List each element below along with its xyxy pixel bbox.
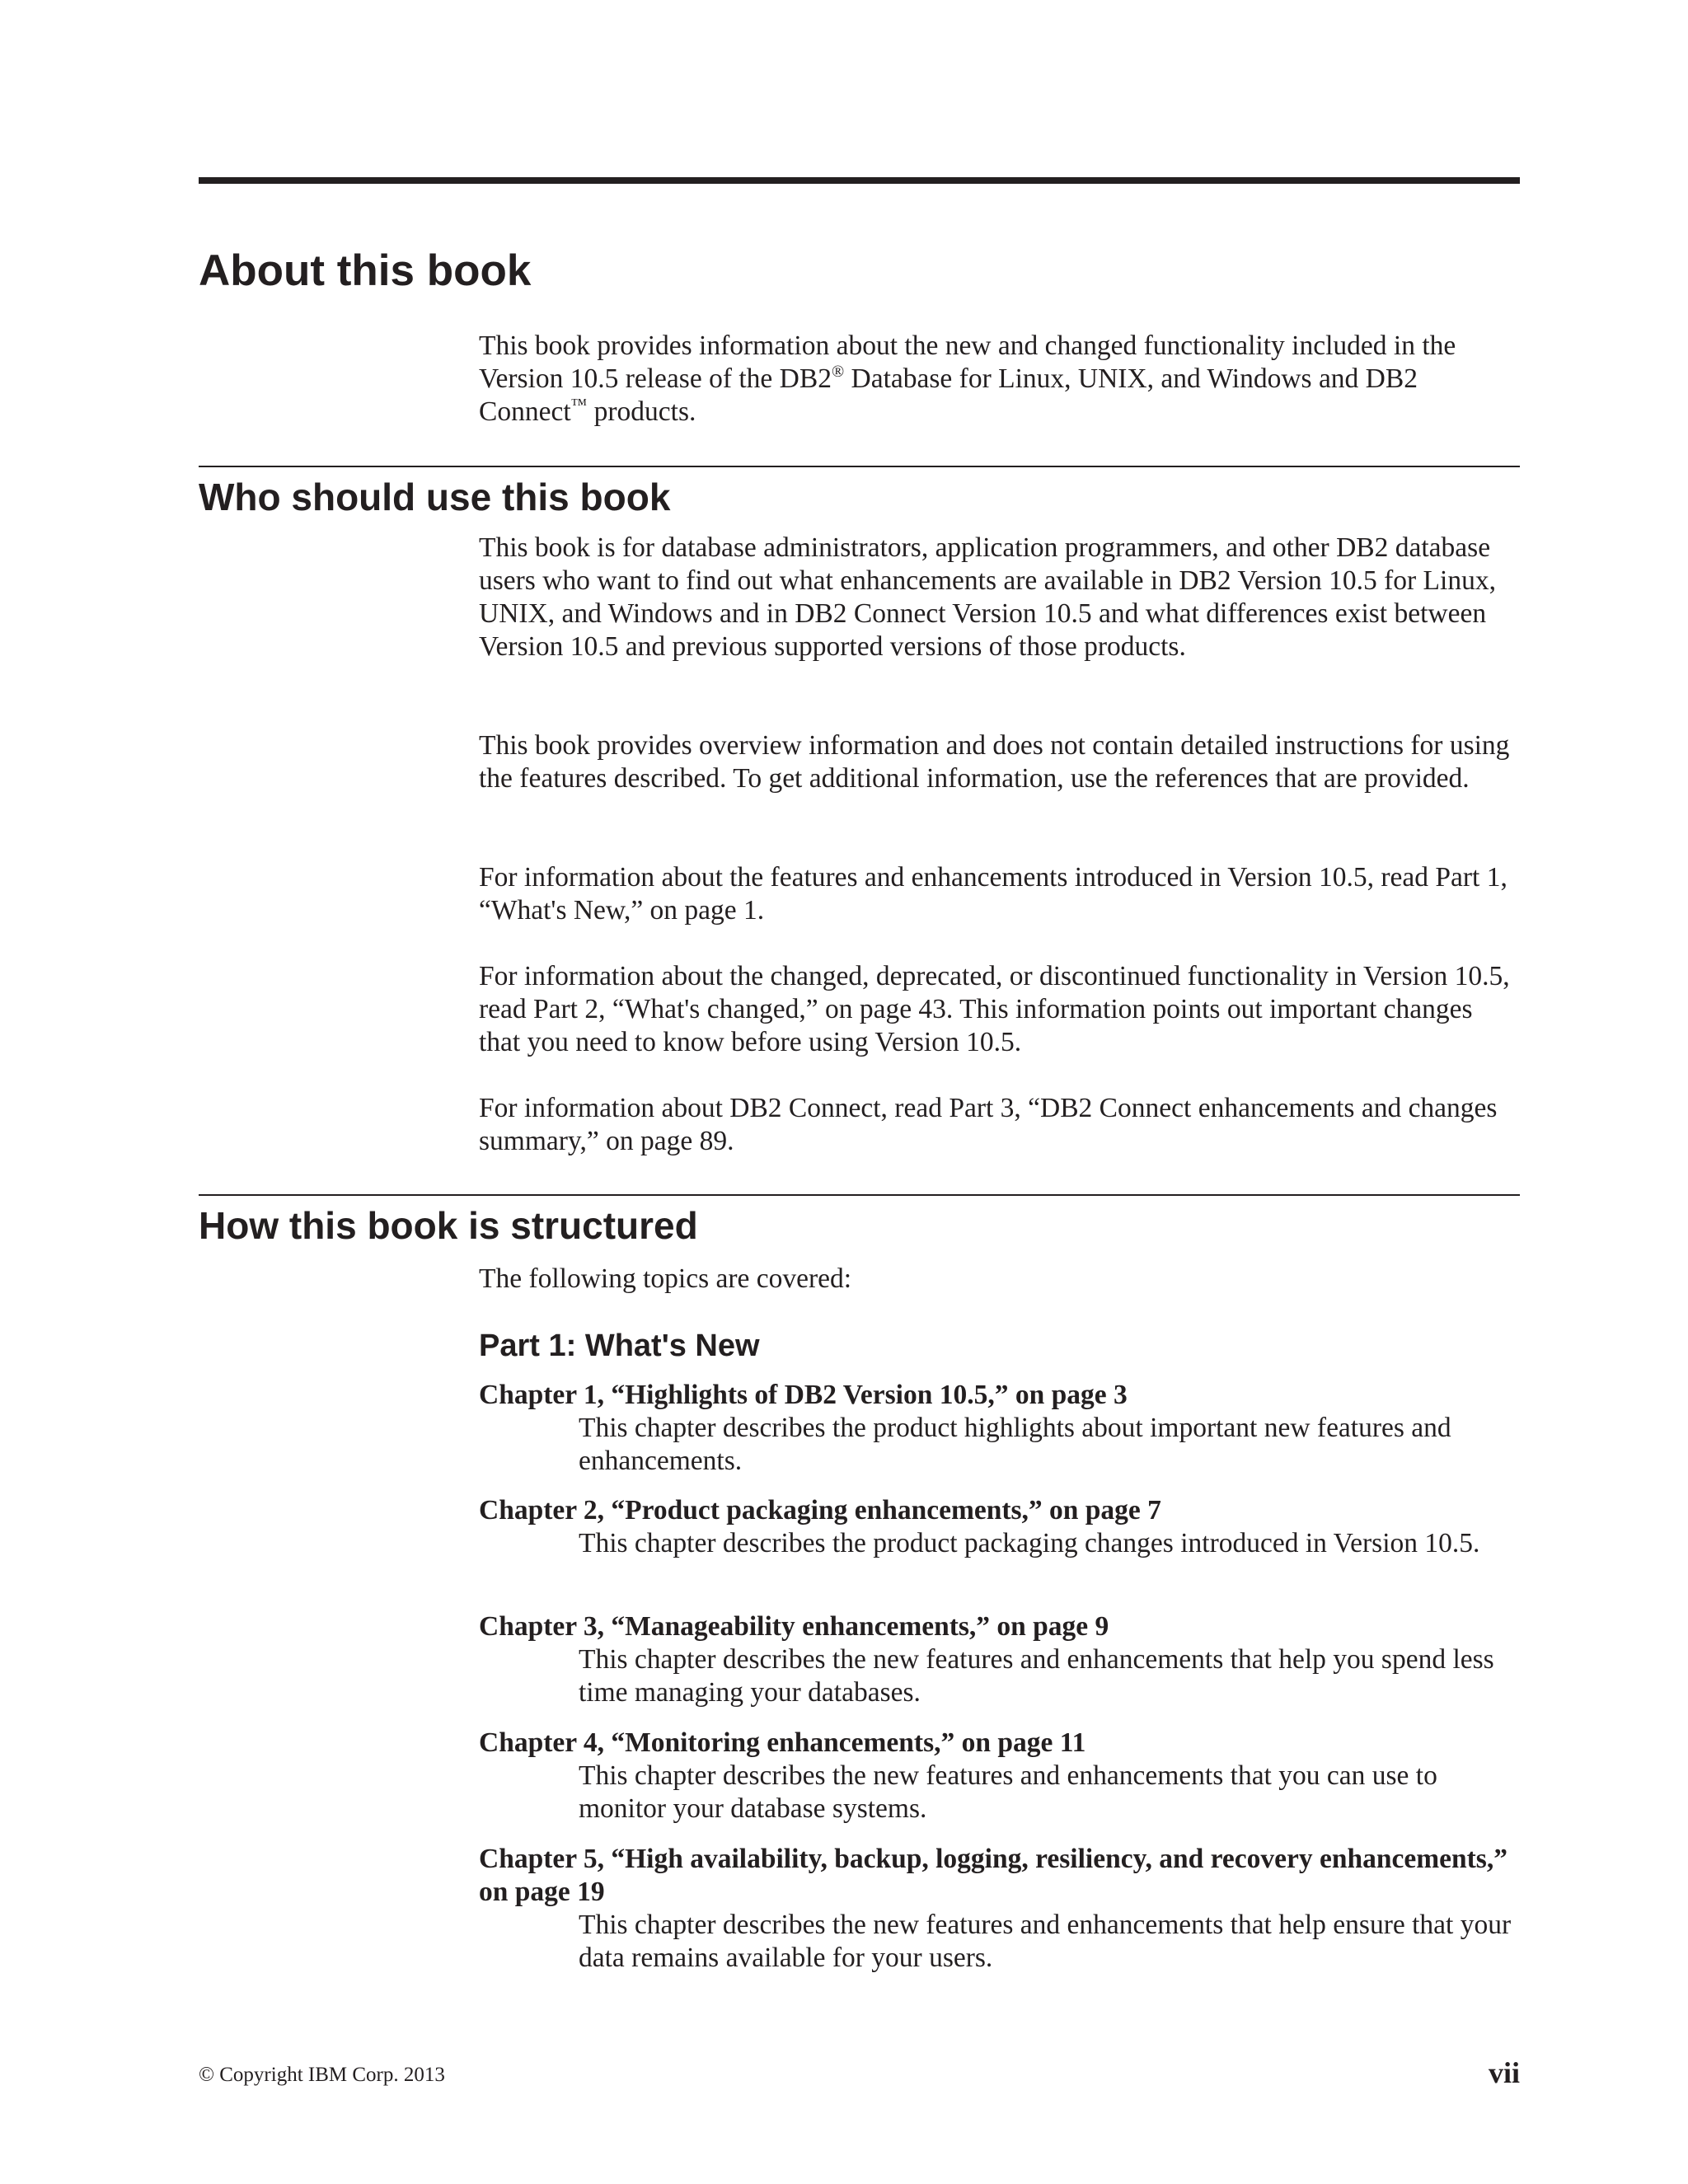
chapter-description: This chapter describes the product packaging changes introduced in Version 10.5. [579, 1528, 1480, 1558]
trademark-mark: ™ [570, 396, 588, 414]
about-text-3: products. [587, 396, 696, 427]
structure-heading: How this book is structured [199, 1204, 698, 1247]
structure-intro: The following topics are covered: [479, 1263, 852, 1294]
page-number: vii [1488, 2056, 1520, 2089]
top-rule [199, 177, 1520, 184]
who-paragraph-5: For information about DB2 Connect, read Part 3, “DB2 Connect enhancements and changes summary,” on page 89. [479, 1093, 1498, 1156]
chapter-description: This chapter describes the new features and enhancements that you can use to monitor your database systems. [579, 1760, 1437, 1824]
chapter-title: Chapter 2, “Product packaging enhancements,” on page 7 [479, 1495, 1161, 1526]
chapter-title: Chapter 3, “Manageability enhancements,” on page 9 [479, 1611, 1109, 1642]
chapter-entry-2 [479, 1494, 1520, 1560]
who-paragraph-3: For information about the features and enhancements introduced in Version 10.5, read Part 1, “What's New,” on page 1. [479, 862, 1507, 926]
who-paragraph-1: This book is for database administrators, application programmers, and other DB2 database users who want to find out what enhancements are available in DB2 Version 10.5 for Linux, UNIX, and Windows and in DB2 Connect Version 10.5 and what differences exist between Version 10.5 and previous supported versions of those products. [479, 532, 1496, 662]
about-text-2: Database for Linux, UNIX, and Windows and DB2 Connect [479, 363, 1418, 427]
chapter-title: Chapter 4, “Monitoring enhancements,” on page 11 [479, 1727, 1086, 1758]
chapter-entry-4 [479, 1727, 1520, 1825]
copyright-notice: © Copyright IBM Corp. 2013 [199, 2064, 445, 2086]
about-paragraph [479, 330, 1520, 429]
chapter-title: Chapter 5, “High availability, backup, logging, resiliency, and recovery enhancements,” on page 19 [479, 1844, 1507, 1907]
registered-mark: ® [831, 363, 845, 381]
who-paragraph-2: This book provides overview information and does not contain detailed instructions for using the features described. To get additional information, use the references that are provided. [479, 730, 1510, 794]
chapter-entry-1 [479, 1379, 1520, 1478]
chapter-title: Chapter 1, “Highlights of DB2 Version 10.5,” on page 3 [479, 1380, 1128, 1410]
chapter-description: This chapter describes the product highlights about important new features and enhancements. [579, 1413, 1451, 1476]
section-rule [199, 1194, 1520, 1196]
chapter-description: This chapter describes the new features and enhancements that help ensure that your data remains available for your users. [579, 1910, 1512, 1973]
about-text-1: This book provides information about the new and changed functionality included in the Version 10.5 release of the DB2 [479, 330, 1456, 394]
section-rule [199, 466, 1520, 467]
chapter-entry-5 [479, 1843, 1520, 1975]
who-heading: Who should use this book [199, 476, 671, 518]
about-heading: About this book [199, 246, 532, 295]
chapter-description: This chapter describes the new features and enhancements that help you spend less time managing your databases. [579, 1644, 1494, 1708]
chapter-entry-3 [479, 1610, 1520, 1709]
part-1-heading: Part 1: What's New [479, 1329, 760, 1363]
who-paragraph-4: For information about the changed, deprecated, or discontinued functionality in Version 10.5, read Part 2, “What's changed,” on page 43. This information points out important changes that you need to know before using Version 10.5. [479, 961, 1510, 1057]
